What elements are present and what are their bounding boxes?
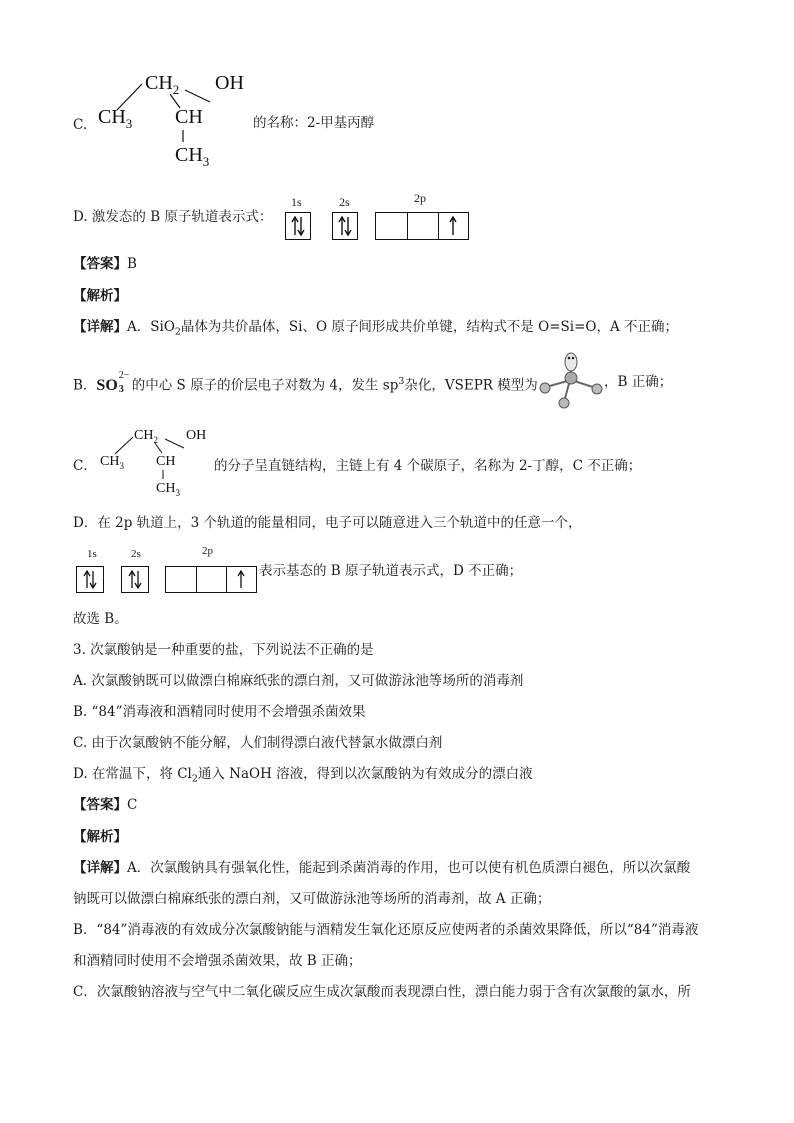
ch3-left-label-small: $CH_3$: [100, 454, 124, 471]
orbital-2p-label: 2p: [414, 191, 426, 205]
option-c-text: 的名称：2-甲基丙醇: [253, 115, 375, 131]
ch3-bottom-label: $CH_3$: [175, 144, 210, 169]
up-arrow-icon: [438, 213, 468, 239]
q3-detail-b2: 和酒精同时使用不会增强杀菌效果，故 B 正确；: [73, 953, 362, 969]
ch3-bottom-label-small: $CH_3$: [156, 481, 180, 498]
q2-detail-b: B．SO 2− 3 的中心 S 原子的价层电子对数为 4，发生 $sp^3$杂化，VSEPR 模型为: [73, 369, 538, 395]
q2-detail-d2: 表示基态的 B 原子轨道表示式，D 不正确；: [259, 563, 523, 579]
option-c-letter: C.: [73, 117, 88, 133]
orbital-2s-label: 2s: [339, 195, 350, 209]
q3-option-c: C. 由于次氯酸钠不能分解，人们制得漂白液代替氯水做漂白剂: [73, 735, 443, 751]
q2-answer: 【答案】B: [73, 256, 137, 272]
q2-detail-b-end: ，B 正确；: [604, 374, 673, 390]
ch-label: CH: [175, 106, 203, 128]
ch2-label-small: $CH_2$: [134, 428, 158, 445]
paired-arrows-icon: [122, 567, 148, 592]
orbital-2p-cell-2-small: [196, 567, 227, 592]
sulfite-formula: SO 2− 3: [96, 369, 130, 395]
orbital-2s-box: [332, 212, 358, 240]
option-d-text: D. 激发态的 B 原子轨道表示式：: [73, 209, 273, 225]
q3-answer: 【答案】C: [73, 797, 138, 813]
orbital-2p-cell-3-small: [226, 567, 256, 592]
q3-detail-a1: 【详解】A．次氯酸钠具有强氧化性，能起到杀菌消毒的作用，也可以使有机色质漂白褪色，所以次氯酸: [73, 860, 691, 876]
q2-detail-d: D．在 2p 轨道上，3 个轨道的能量相同，电子可以随意进入三个轨道中的任意一个，: [73, 515, 582, 531]
orbital-2p-cell-1-small: [166, 567, 197, 592]
q2-detail-a: 【详解】A．SiO$_2$晶体为共价晶体，Si、O 原子间形成共价单键，结构式不是 O=Si=O，A 不正确；: [73, 319, 678, 338]
ch3-left-label: $CH_3$: [98, 106, 133, 131]
orbital-2p-cell-2: [407, 213, 439, 239]
orbital-2s-box-small: [121, 566, 149, 593]
orbital-2p-cell-1: [376, 213, 408, 239]
vsepr-tetrahedral-model: [538, 350, 606, 412]
q3-detail-b1: B．“84”消毒液的有效成分次氯酸钠能与酒精发生氧化还原反应使两者的杀菌效果降低，所以“84”消毒液: [73, 922, 699, 938]
ch-label-small: CH: [156, 454, 176, 469]
q2-detail-c-text: 的分子呈直链结构，主链上有 4 个碳原子，名称为 2-丁醇，C 不正确；: [214, 458, 642, 474]
q3-option-a: A. 次氯酸钠既可以做漂白棉麻纸张的漂白剂，又可做游泳池等场所的消毒剂: [73, 673, 524, 689]
up-arrow-icon: [226, 567, 256, 592]
orbital-2p-label-small: 2p: [202, 545, 213, 557]
oh-label-small: OH: [186, 428, 207, 443]
q3-option-b: B. “84”消毒液和酒精同时使用不会增强杀菌效果: [73, 704, 366, 720]
q3-option-d: D. 在常温下，将 $Cl_2$通入 NaOH 溶液，得到以次氯酸钠为有效成分的漂白液: [73, 766, 533, 785]
q3-detail-a2: 钠既可以做漂白棉麻纸张的漂白剂，又可做游泳池等场所的消毒剂，故 A 正确；: [73, 891, 551, 907]
orbital-2p-box-small: [165, 566, 257, 593]
q3-analysis-tag: 【解析】: [73, 829, 127, 845]
ch2-label: $CH_2$: [145, 72, 180, 97]
orbital-1s-box: [285, 212, 311, 240]
orbital-2s-label-small: 2s: [131, 548, 141, 560]
orbital-1s-label-small: 1s: [87, 548, 97, 560]
paired-arrows-icon: [77, 567, 103, 592]
paired-arrows-icon: [286, 213, 310, 239]
paired-arrows-icon: [333, 213, 357, 239]
orbital-2p-box: [375, 212, 469, 240]
q3-detail-c1: C．次氯酸钠溶液与空气中二氧化碳反应生成次氯酸而表现漂白性，漂白能力弱于含有次氯酸的氯水，所: [73, 984, 691, 1000]
q2-analysis-tag: 【解析】: [73, 288, 127, 304]
structure-2-butanol: [95, 70, 255, 170]
q3-stem: 3. 次氯酸钠是一种重要的盐，下列说法不正确的是: [73, 642, 374, 658]
q2-detail-c-letter: C．: [73, 458, 97, 474]
orbital-2p-cell-3: [438, 213, 469, 239]
q2-conclusion: 故选 B。: [73, 611, 128, 627]
orbital-1s-box-small: [76, 566, 104, 593]
oh-label: OH: [215, 72, 244, 94]
orbital-1s-label: 1s: [291, 195, 302, 209]
structure-2-butanol-small: [100, 426, 220, 498]
